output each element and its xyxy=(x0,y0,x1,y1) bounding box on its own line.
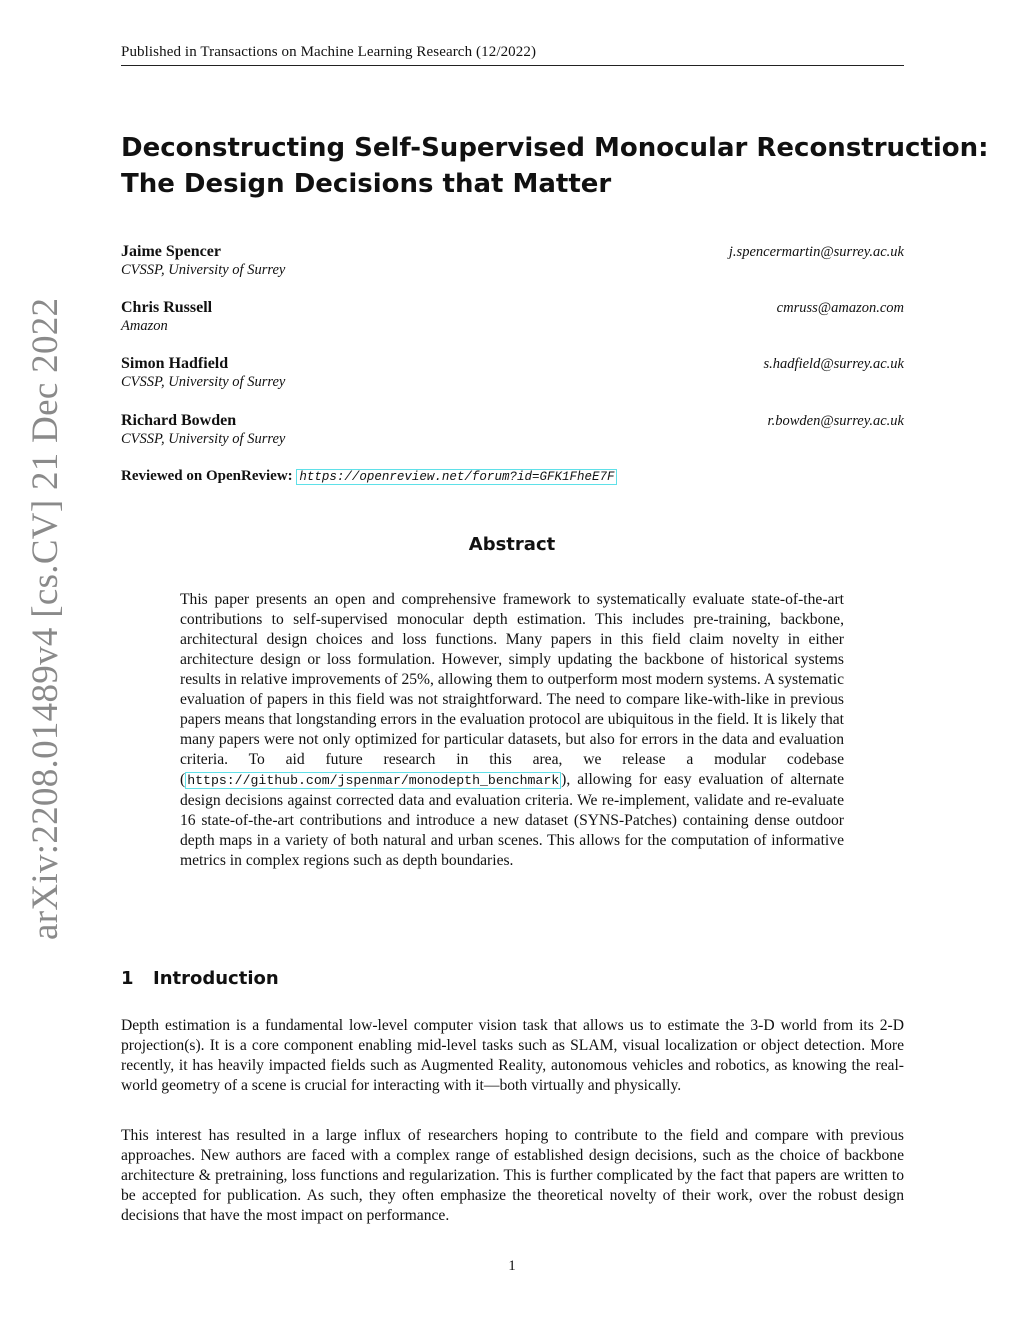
arxiv-identifier-stamp[interactable]: arXiv:2208.01489v4 [cs.CV] 21 Dec 2022 xyxy=(25,297,66,940)
author-name: Simon Hadfield xyxy=(121,355,229,372)
author-block xyxy=(121,243,904,283)
abstract-body xyxy=(180,590,844,871)
paper-title-line-1: Deconstructing Self-Supervised Monocular Reconstruction: xyxy=(121,133,989,163)
section-number: 1 xyxy=(121,968,134,989)
author-affiliation: CVSSP, University of Surrey xyxy=(121,431,286,447)
openreview-label: Reviewed on OpenReview: xyxy=(121,468,293,484)
author-affiliation: CVSSP, University of Surrey xyxy=(121,262,286,278)
openreview-link[interactable]: https://openreview.net/forum?id=GFK1FheE7F xyxy=(296,469,617,485)
paper-title-line-2: The Design Decisions that Matter xyxy=(121,169,612,199)
author-email[interactable]: cmruss@amazon.com xyxy=(776,300,904,316)
intro-paragraph: Depth estimation is a fundamental low-level computer vision task that allows us to estimate the 3-D world from its 2-D projection(s). It is a core component enabling mid-level tasks such as SLAM, visual localization or object detection. More recently, it has heavily impacted fields such as Augmented Reality, autonomous vehicles and robotics, as knowing the real-world geometry of a scene is crucial for interacting with it—both virtually and physically. xyxy=(121,1017,904,1094)
author-email[interactable]: s.hadfield@surrey.ac.uk xyxy=(763,356,904,372)
running-head: Published in Transactions on Machine Learning Research (12/2022) xyxy=(121,44,904,66)
author-affiliation: Amazon xyxy=(121,318,168,334)
author-email[interactable]: r.bowden@surrey.ac.uk xyxy=(767,413,904,429)
codebase-link[interactable]: https://github.com/jspenmar/monodepth_benchmark xyxy=(187,773,560,788)
author-email[interactable]: j.spencermartin@surrey.ac.uk xyxy=(728,244,904,260)
abstract-text: This paper presents an open and comprehensive framework to systematically evaluate state-of-the-art contributions to self-supervised monocular depth estimation. This includes pre-training, backbone, architectural design choices and loss functions. Many papers in this field claim novelty in either architecture design or loss formulation. However, simply updating the backbone of historical systems results in relative improvements of 25%, allowing them to outperform most modern systems. A systematic evaluation of papers in this field was not straightforward. The need to compare like-with-like in previous papers means that longstanding errors in the evaluation protocol are ubiquitous in the field. It is likely that many papers were not only optimized for particular datasets, but also for errors in the data and evaluation criteria. To aid future research in this area, we release a modular codebase ( xyxy=(180,591,844,788)
author-name: Jaime Spencer xyxy=(121,243,221,260)
author-affiliation: CVSSP, University of Surrey xyxy=(121,374,286,390)
abstract-heading: Abstract xyxy=(468,534,556,555)
author-block xyxy=(121,299,904,339)
author-name: Chris Russell xyxy=(121,299,213,316)
abstract-text-continued: ), allowing for easy evaluation of alternate design decisions against corrected data and evaluation criteria. We re-implement, validate and re-evaluate 16 state-of-the-art contributions and introduce a new dataset (SYNS-Patches) containing dense outdoor depth maps in a variety of both natural and urban scenes. This allows for the computation of informative metrics in complex regions such as depth boundaries. xyxy=(180,771,844,869)
openreview-line xyxy=(121,468,617,485)
section-heading-introduction xyxy=(121,968,279,989)
intro-paragraph: This interest has resulted in a large influx of researchers hoping to contribute to the field and compare with previous approaches. New authors are faced with a complex range of established design decisions, such as the choice of backbone architecture & pretraining, loss functions and regularization. This is further complicated by the fact that papers are written to be accepted for publication. As such, they often emphasize the theoretical novelty of their work, over the robust design decisions that have the most impact on performance. xyxy=(121,1127,904,1224)
section-title: Introduction xyxy=(153,968,279,989)
paper-title xyxy=(121,130,989,202)
author-block xyxy=(121,355,904,395)
author-name: Richard Bowden xyxy=(121,412,237,429)
page-number: 1 xyxy=(508,1258,516,1274)
author-block xyxy=(121,412,904,452)
